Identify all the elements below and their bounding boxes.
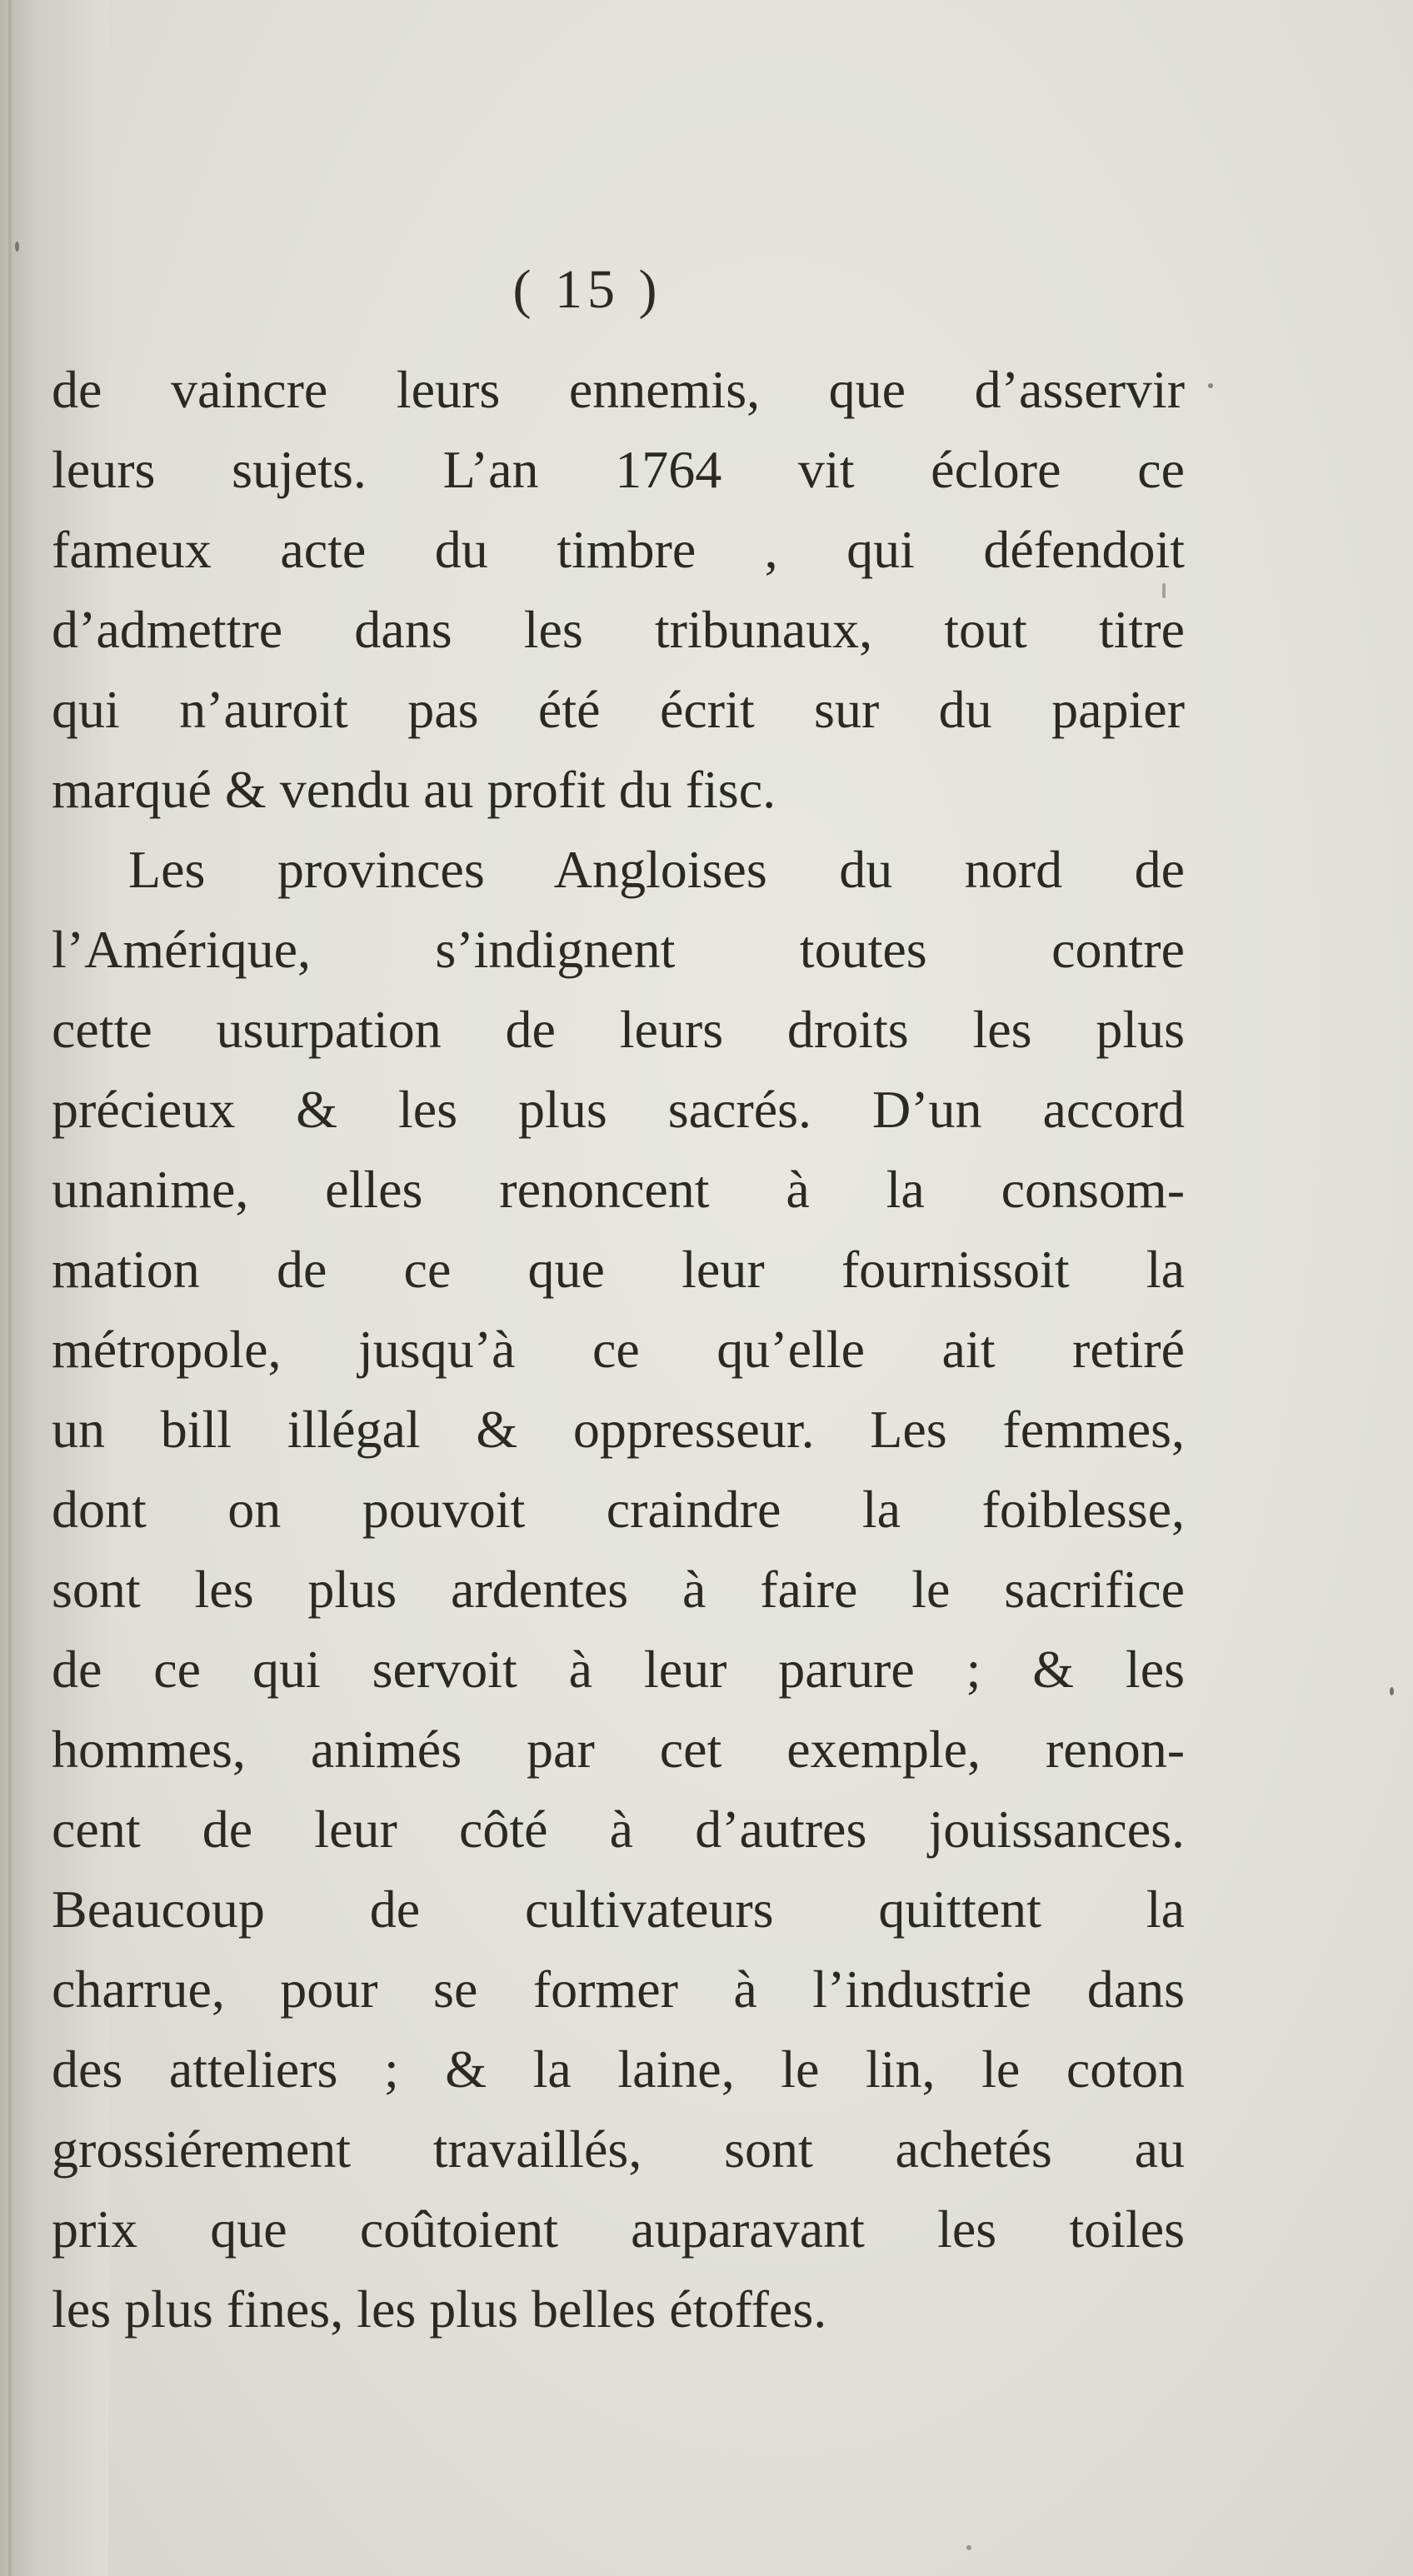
text-line: des atteliers ; & la laine, le lin, le coton [52, 2039, 1185, 2099]
text-line: leurs sujets. L’an 1764 vit éclore ce [52, 440, 1185, 499]
text-line: de vaincre leurs ennemis, que d’asservir [52, 360, 1185, 419]
spine-edge [8, 0, 12, 2576]
text-line: de ce qui servoit à leur parure ; & les [52, 1640, 1185, 1699]
text-line: cette usurpation de leurs droits les plus [52, 1000, 1185, 1059]
paragraph [52, 830, 1185, 2349]
text-line: précieux & les plus sacrés. D’un accord [52, 1080, 1185, 1139]
body-text [52, 350, 1185, 2349]
text-line: charrue, pour se former à l’industrie dans [52, 1959, 1185, 2019]
text-line: d’admettre dans les tribunaux, tout titre [52, 600, 1185, 659]
text-line: hommes, animés par cet exemple, renon- [52, 1720, 1185, 1779]
text-line: cent de leur côté à d’autres jouissances. [52, 1800, 1185, 1859]
paper-speck [966, 2545, 971, 2550]
paper-speck [1390, 1687, 1394, 1695]
text-line: fameux acte du timbre , qui défendoit [52, 520, 1185, 579]
text-line: un bill illégal & oppresseur. Les femmes, [52, 1400, 1185, 1459]
text-line: marqué & vendu au profit du fisc. [52, 760, 776, 819]
paper-speck [15, 242, 19, 252]
text-line: les plus fines, les plus belles étoffes. [52, 2279, 827, 2339]
text-line: l’Amérique, s’indignent toutes contre [52, 920, 1185, 979]
text-line: qui n’auroit pas été écrit sur du papier [52, 680, 1185, 739]
text-line: métropole, jusqu’à ce qu’elle ait retiré [52, 1320, 1185, 1379]
text-line: grossiérement travaillés, sont achetés au [52, 2119, 1185, 2179]
text-line: mation de ce que leur fournissoit la [52, 1240, 1185, 1299]
paragraph [52, 350, 1185, 830]
text-line: prix que coûtoient auparavant les toiles [52, 2199, 1185, 2259]
text-line: Les provinces Angloises du nord de [128, 840, 1185, 899]
text-line: Beaucoup de cultivateurs quittent la [52, 1880, 1185, 1939]
text-line: dont on pouvoit craindre la foiblesse, [52, 1480, 1185, 1539]
paper-speck [1208, 383, 1213, 388]
text-line: sont les plus ardentes à faire le sacrifice [52, 1560, 1185, 1619]
text-line: unanime, elles renoncent à la consom- [52, 1160, 1185, 1219]
page-number: ( 15 ) [512, 259, 662, 320]
